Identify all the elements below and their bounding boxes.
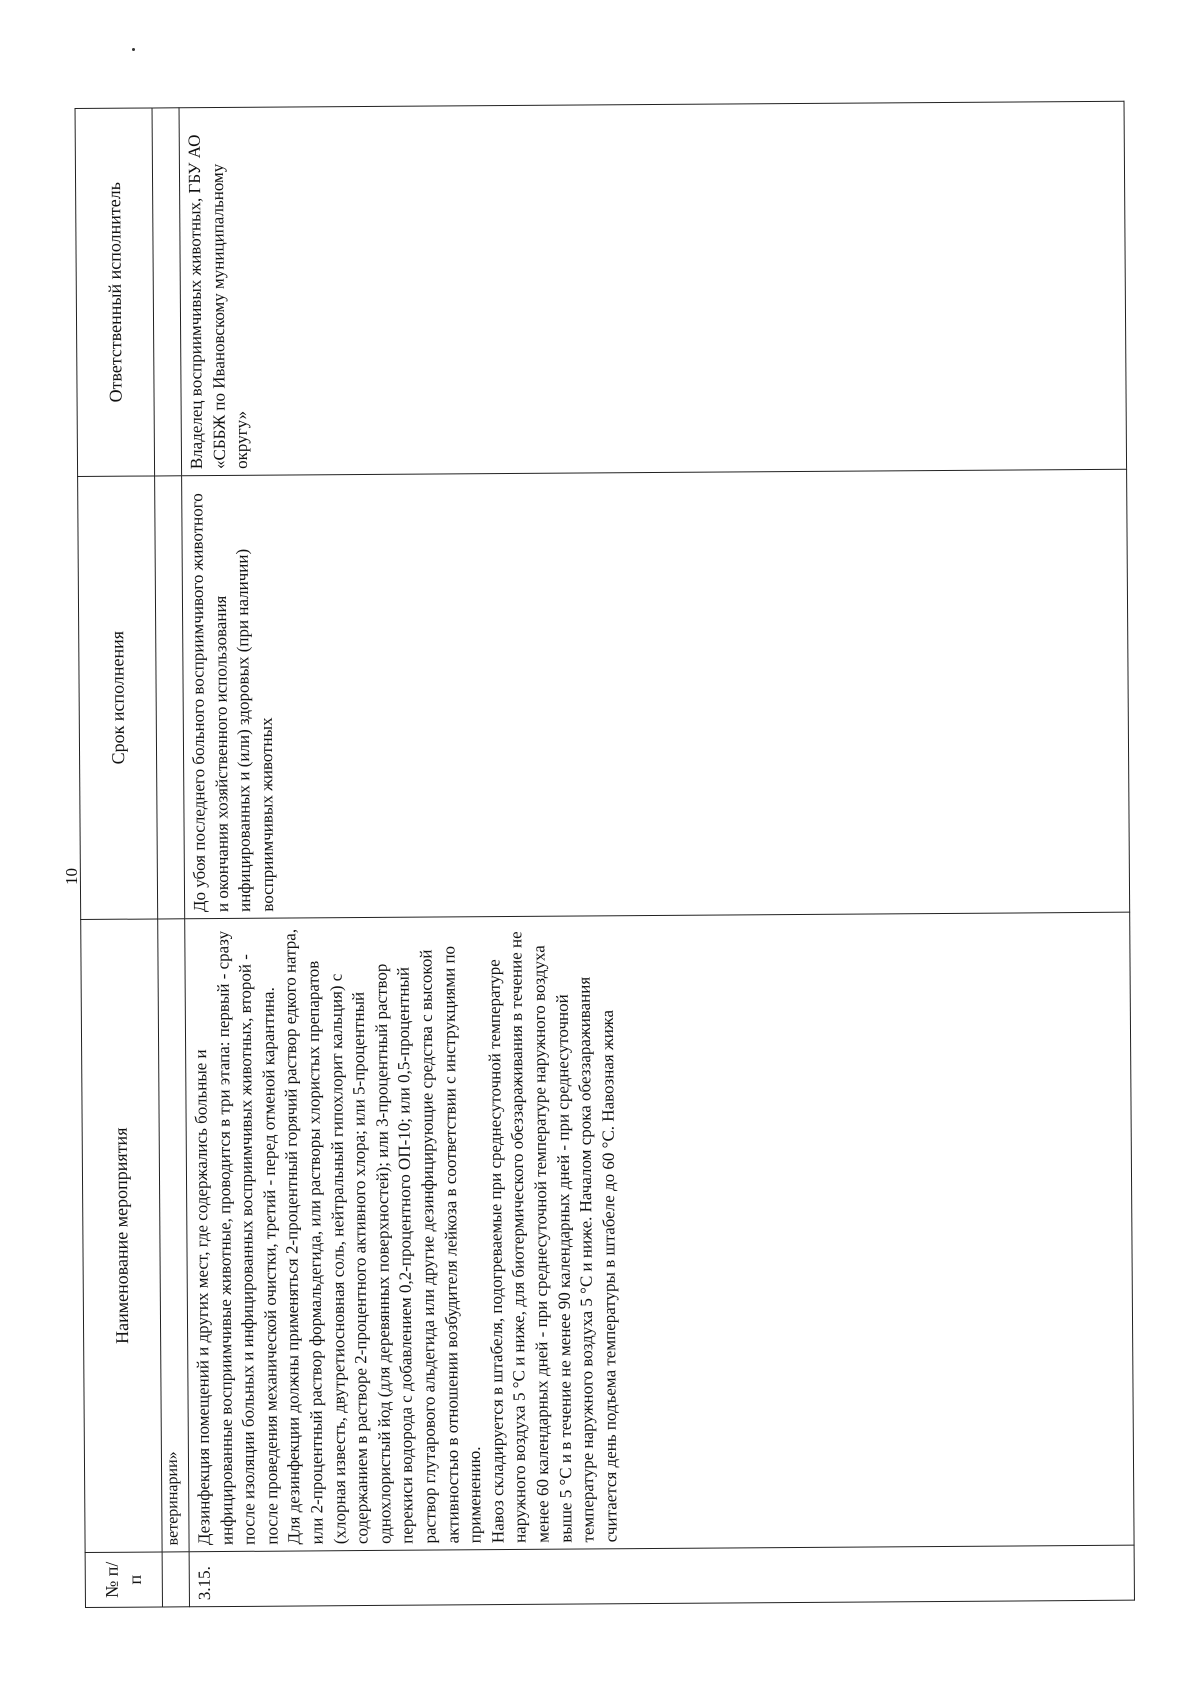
row-number: 3.15.: [189, 1545, 1134, 1607]
action-paragraph: Дезинфекция помещений и других мест, где содержались больные и инфицированные восприимчивые животные, проводится в три этапа: первый - сразу после изоляции больных и инфицированных восприимчивых животных, второй - после проведения механической очистки, третий - перед отменой карантина.: [191, 930, 282, 1546]
row-executor: Владелец восприимчивых животных, ГБУ АО «СББЖ по Ивановскому муниципальному округу»: [179, 101, 1127, 476]
continuation-executor: [152, 108, 182, 476]
table-row: [179, 101, 1134, 1607]
header-action: Наименование мероприятия: [81, 919, 162, 1553]
action-paragraph: Для дезинфекции должны применяться 2-процентный горячий раствор едкого натра, или 2-процентный раствор формальдегида, или растворы хлористых препаратов (хлорная известь, двутретиосновная соль, нейтральный гипохлорит кальция) с содержанием в растворе 2-процентного активного хлора; или 5-процентный однохлористый йод (для деревянных поверхностей); или 3-процентный раствор перекиси водорода с добавлением 0,2-процентного ОП-10; или 0,5-процентный раствор глутарового альдегида или другие дезинфицирующие средства с высокой активностью в отношении возбудителя лейкоза в соответствии с инструкциями по применению.: [280, 928, 485, 1545]
measures-table: [75, 101, 1135, 1608]
continuation-term: [155, 476, 185, 919]
page-number: 10: [62, 868, 81, 885]
header-executor: Ответственный исполнитель: [75, 108, 155, 477]
continuation-action: ветеринарии»: [158, 919, 189, 1552]
action-paragraph: Навоз складируется в штабеля, подогреваемые при среднесуточной температуре наружного воздуха 5 °С и ниже, для биотермического обеззараживания в течение не менее 60 календарных дней - при среднесуточной температуре наружного воздуха выше 5 °С и в течение не менее 90 календарных дней - при среднесуточной температуре наружного воздуха 5 °С и ниже. Началом срока обеззараживания считается день подъема температуры в штабеле до 60 °С. Навозная жижа: [484, 931, 621, 1544]
header-number: № п/п: [85, 1552, 162, 1608]
scan-speck: [132, 48, 135, 51]
table-header-row: [75, 108, 162, 1608]
rotated-table-container: [75, 101, 1135, 1608]
continuation-number: [162, 1552, 189, 1607]
row-term: До убоя последнего больного восприимчивого животного и окончания хозяйственного использования инфицированных и (или) здоровых (при наличии) восприимчивых животных: [182, 469, 1130, 919]
header-term: Срок исполнения: [78, 476, 158, 920]
row-action: [185, 912, 1134, 1552]
